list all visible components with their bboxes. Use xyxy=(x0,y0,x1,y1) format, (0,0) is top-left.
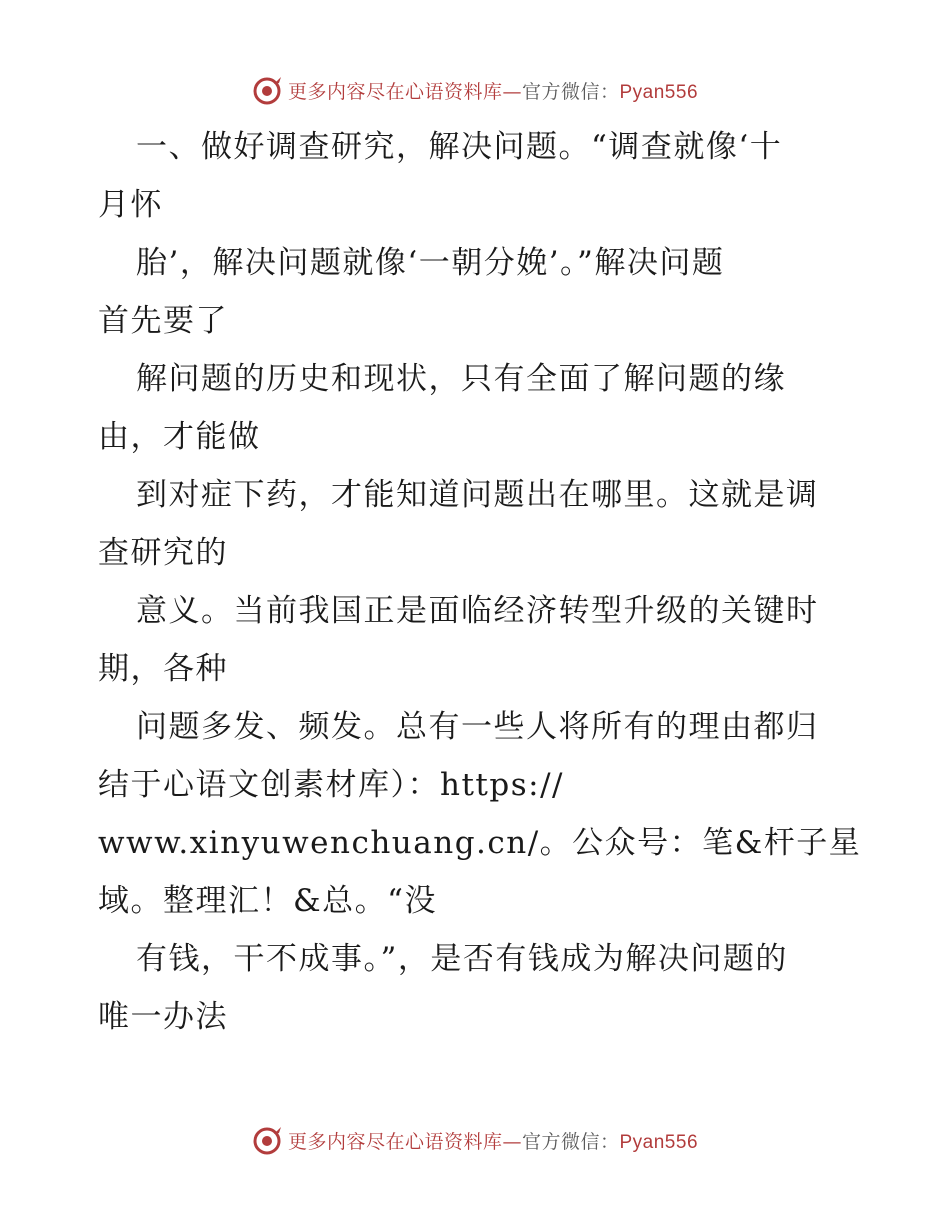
document-body xyxy=(98,118,862,1046)
body-line: 期，各种 xyxy=(98,651,228,687)
body-line: 胎’，解决问题就像‘一朝分娩’。”解决问题 xyxy=(136,245,725,281)
banner-dash: — xyxy=(502,80,522,103)
body-line: 有钱，干不成事。”，是否有钱成为解决问题的 xyxy=(136,941,788,977)
body-line: 问题多发、频发。总有一些人将所有的理由都归 xyxy=(136,709,819,745)
banner-dash: — xyxy=(502,1130,522,1153)
body-line: 由，才能做 xyxy=(98,419,261,455)
header-banner xyxy=(0,70,950,110)
body-line: 唯一办法 xyxy=(98,999,228,1035)
body-line: 一、做好调查研究，解决问题。“调查就像‘十 xyxy=(136,129,783,165)
body-line: 月怀 xyxy=(98,187,163,223)
body-line: 首先要了 xyxy=(98,303,228,339)
body-line-url: www.xinyuwenchuang.cn/。公众号：笔&杆子星 xyxy=(98,825,862,861)
body-line: 查研究的 xyxy=(98,535,228,571)
body-line: 到对症下药，才能知道问题出在哪里。这就是调 xyxy=(136,477,819,513)
body-line: 域。整理汇！&总。“没 xyxy=(98,883,437,919)
banner-site-text: 更多内容尽在心语资料库 xyxy=(287,80,503,103)
banner-wechat-label: 官方微信： xyxy=(521,1130,620,1153)
body-line: 解问题的历史和现状，只有全面了解问题的缘 xyxy=(136,361,786,397)
banner-site-text: 更多内容尽在心语资料库 xyxy=(287,1130,503,1153)
quill-logo-icon xyxy=(252,74,284,106)
body-line: 意义。当前我国正是面临经济转型升级的关键时 xyxy=(136,593,819,629)
footer-banner xyxy=(0,1120,950,1160)
body-line: 结于心语文创素材库）：https:// xyxy=(98,767,564,803)
banner-wechat-id: Pyan556 xyxy=(619,81,699,103)
banner-wechat-id: Pyan556 xyxy=(619,1131,699,1153)
banner-wechat-label: 官方微信： xyxy=(521,80,620,103)
quill-logo-icon xyxy=(252,1124,284,1156)
